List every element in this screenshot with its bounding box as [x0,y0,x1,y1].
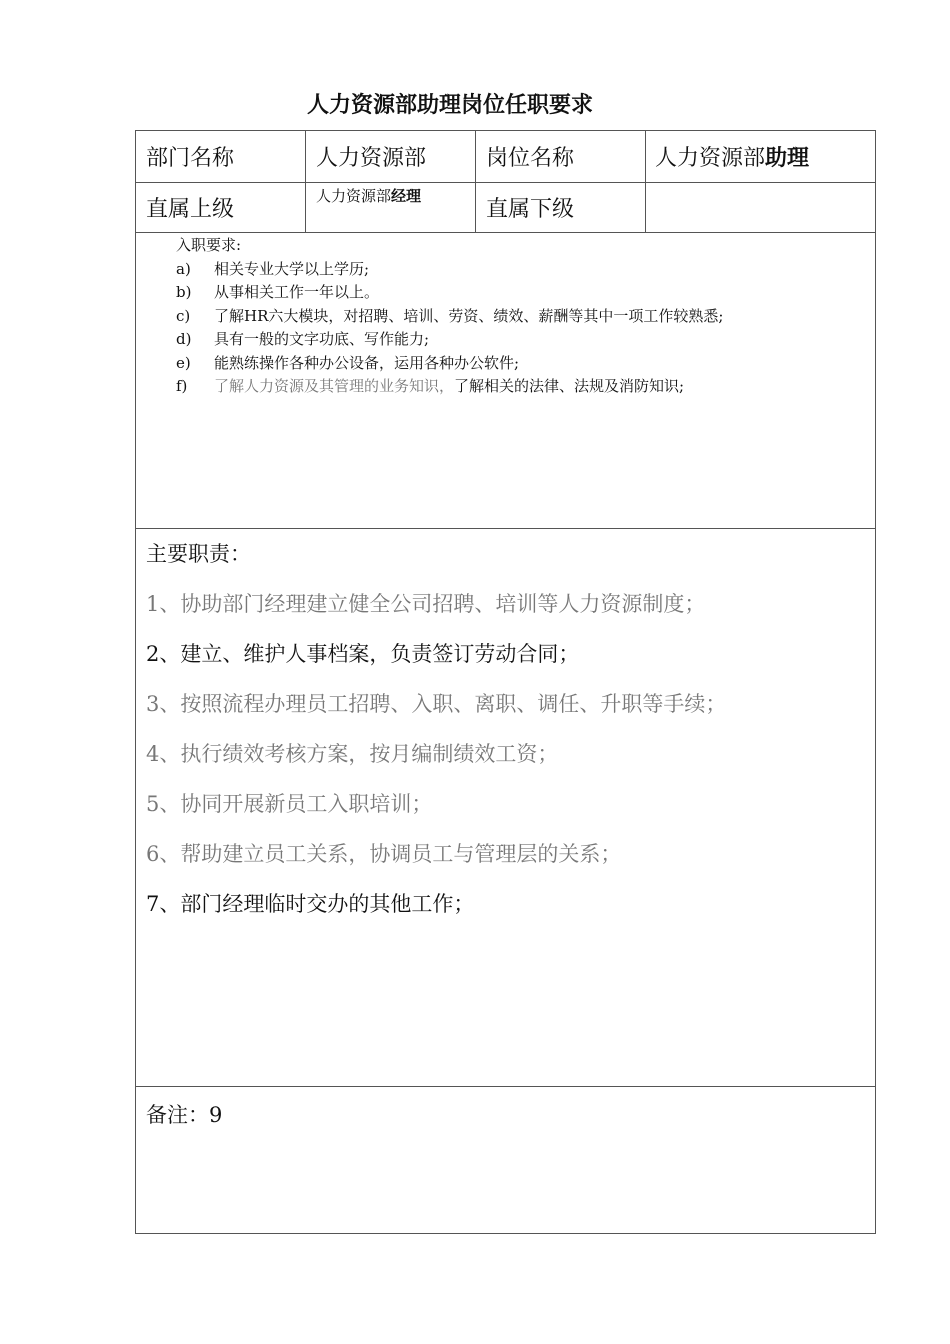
responsibility-item: 1、协助部门经理建立健全公司招聘、培训等人力资源制度； [146,592,706,616]
page-title: 人力资源部助理岗位任职要求 [306,93,593,118]
requirement-text: 具有一般的文字功底、写作能力; [214,330,430,348]
requirement-text: 了解HR六大模块，对招聘、培训、劳资、绩效、薪酬等其中一项工作较熟悉; [214,306,724,325]
row-divider [136,528,875,529]
requirements-heading: 入职要求: [176,236,242,254]
row-divider [136,1086,875,1087]
requirement-item [176,281,876,305]
responsibility-item: 2、建立、维护人事档案，负责签订劳动合同； [146,642,580,666]
position-value-prefix: 人力资源部 [655,146,766,171]
col-divider [645,131,646,232]
col-divider [475,131,476,232]
requirement-item [176,375,876,399]
requirement-item [176,305,869,329]
remarks-label: 备注：9 [146,1103,223,1127]
requirement-marker: a) [176,259,191,278]
requirements-section [176,234,876,399]
dept-value: 人力资源部 [316,146,427,171]
responsibility-item: 3、按照流程办理员工招聘、入职、离职、调任、升职等手续； [146,692,727,716]
dept-label: 部门名称 [146,146,235,171]
job-requirements-table [135,130,876,1234]
position-label: 岗位名称 [486,146,575,171]
requirement-item [176,258,876,282]
requirement-item [176,328,876,352]
responsibility-item: 6、帮助建立员工关系，协调员工与管理层的关系； [146,842,622,866]
requirement-text: 相关专业大学以上学历; [214,259,370,278]
col-divider [305,131,306,232]
requirement-text-gray: 了解人力资源及其管理的业务知识， [214,377,455,395]
superior-value-prefix: 人力资源部 [316,187,392,205]
superior-value [316,185,421,206]
responsibility-item: 4、执行绩效考核方案，按月编制绩效工资； [146,742,559,766]
responsibility-item: 5、协同开展新员工入职培训； [146,792,433,816]
subordinate-label: 直属下级 [486,197,575,222]
requirement-item [176,352,876,376]
row-divider [136,232,875,233]
requirement-text: 了解相关的法律、法规及消防知识; [454,377,685,395]
superior-value-bold: 经理 [391,187,422,205]
responsibilities-heading: 主要职责： [146,542,251,566]
requirement-marker: b) [176,283,192,301]
responsibility-item: 7、部门经理临时交办的其他工作； [146,892,475,916]
requirement-text: 从事相关工作一年以上。 [214,283,380,301]
requirement-marker: e) [176,353,191,372]
superior-label: 直属上级 [146,197,235,222]
row-divider [136,182,875,183]
requirement-text: 能熟练操作各种办公设备，运用各种办公软件; [214,353,520,372]
position-value-bold: 助理 [765,146,810,171]
responsibilities-section [146,539,866,939]
requirement-marker: f) [176,377,188,395]
requirement-marker: c) [176,306,191,325]
position-value [655,141,809,172]
requirement-marker: d) [176,330,192,348]
